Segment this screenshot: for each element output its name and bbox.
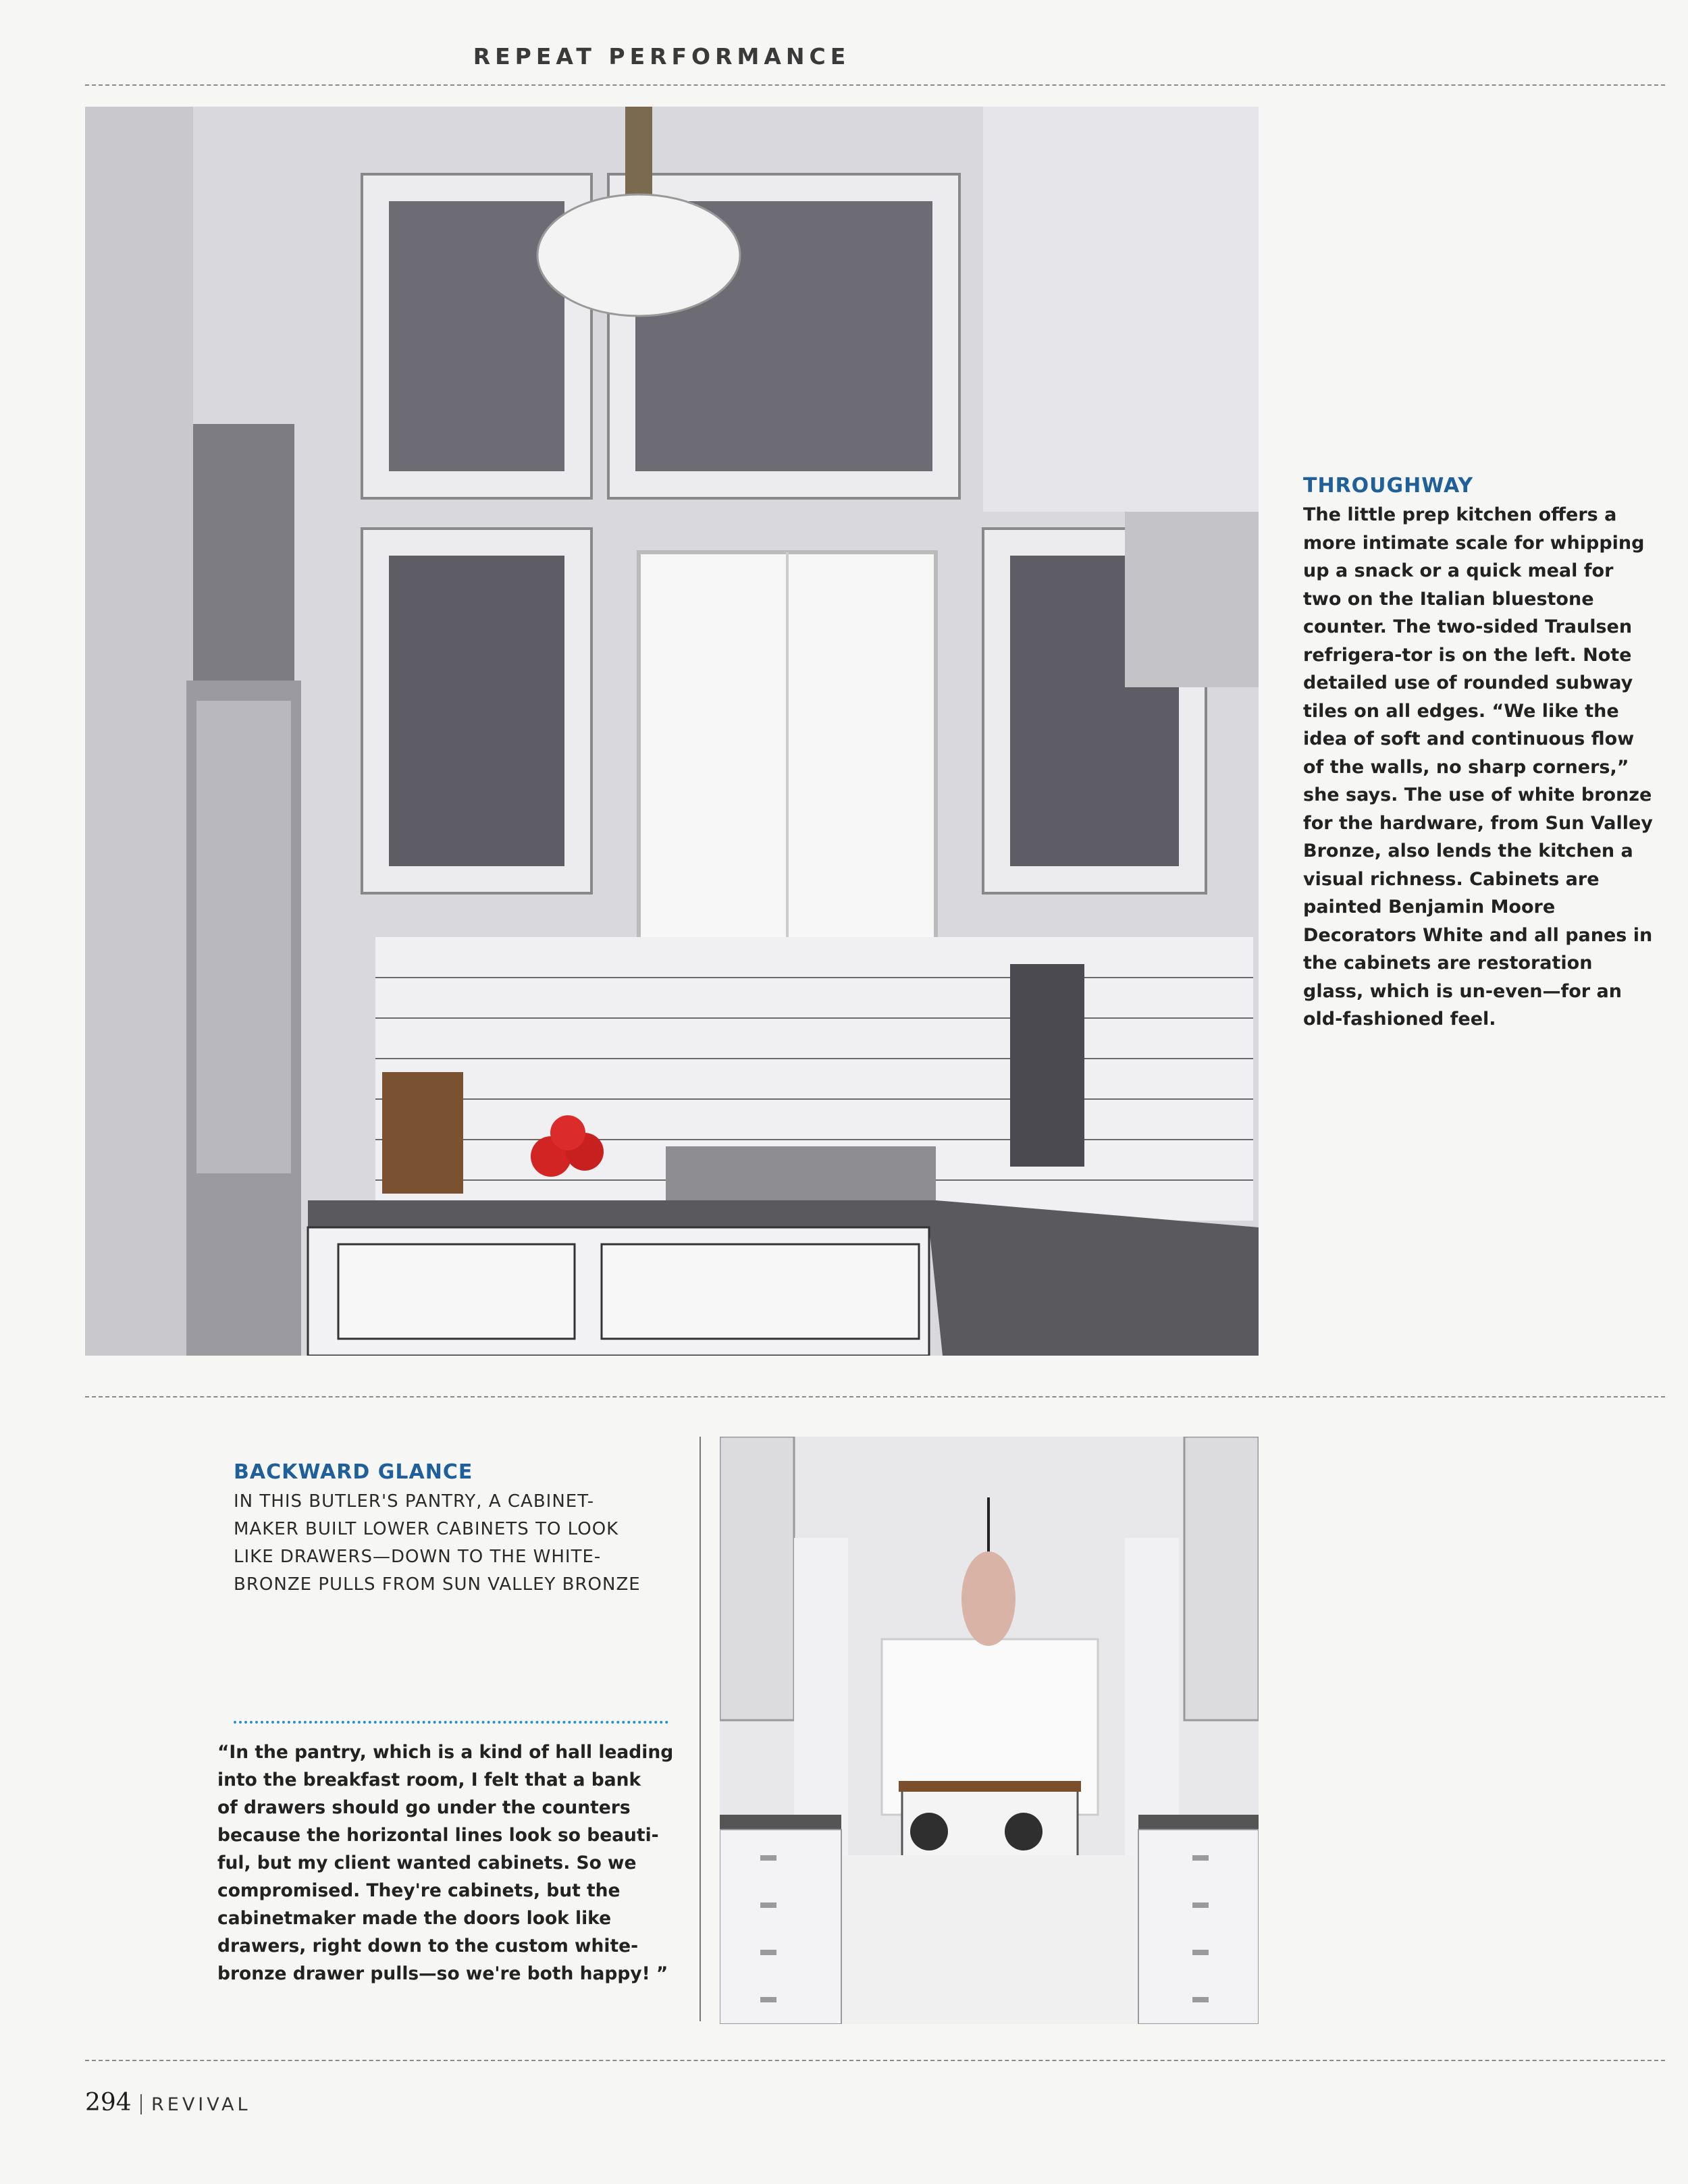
caption-body: IN THIS BUTLER'S PANTRY, A CABINET-MAKER BUILT LOWER CABINETS TO LOOK LIKE DRAWERS—DOWN TO THE WHITE-BRONZE PULLS FROM SUN VALLEY BRONZE [234,1491,641,1595]
magazine-name: REVIVAL [151,2094,251,2115]
section-title: REPEAT PERFORMANCE [473,43,851,70]
kitchen-photo [85,107,1259,1356]
header-rule [85,84,1665,86]
mid-rule [85,1396,1665,1397]
caption-heading: BACKWARD GLANCE [234,1460,473,1484]
sidebar-heading: THROUGHWAY [1303,474,1474,498]
footer-rule [85,2060,1665,2061]
pull-quote: “In the pantry, which is a kind of hall leading into the breakfast room, I felt that a bank of drawers should go under the counters because the horizontal lines look so beauti- ful, but my client wanted cabinets. So we compromised. They're cabinets, but the cabinetmaker made the doors look like drawers, right down to the custom white- bronze drawer pulls—so we're both happy! ” [217,1742,674,1984]
pull-quote-rule [234,1721,668,1724]
folio-separator [140,2094,142,2114]
pantry-photo [720,1437,1259,2024]
page-number: 294 [85,2089,132,2116]
bracket-line [700,1437,701,2021]
sidebar-body: The little prep kitchen offers a more intimate scale for whipping up a snack or a quick meal for two on the Italian bluestone counter. The two-sided Traulsen refrigera-tor is on the left. Note detailed use of rounded subway tiles on all edges. “We like the idea of soft and continuous flow of the walls, no sharp corners,” she says. The use of white bronze for the hardware, from Sun Valley Bronze, also lends the kitchen a visual richness. Cabinets are painted Benjamin Moore Decorators White and all panes in the cabinets are restoration glass, which is un-even—for an old-fashioned feel. [1303,504,1653,1030]
